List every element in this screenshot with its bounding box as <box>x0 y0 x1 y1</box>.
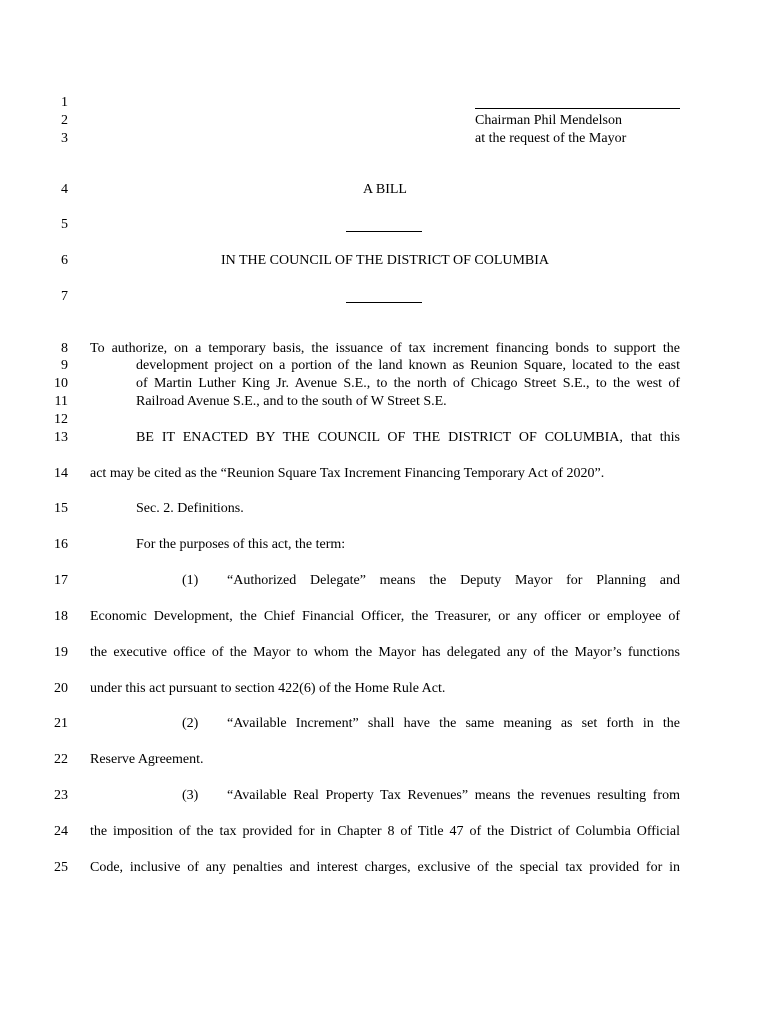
divider-line <box>346 231 422 232</box>
line-number: 7 <box>61 289 68 304</box>
definition-number: (3) <box>182 788 199 803</box>
line-number: 11 <box>54 394 68 409</box>
line-number: 21 <box>54 716 68 731</box>
introducer-name: Chairman Phil Mendelson <box>475 113 622 128</box>
line-number: 14 <box>54 466 68 481</box>
line-number: 4 <box>61 182 68 197</box>
divider-line <box>346 302 422 303</box>
line-number: 5 <box>61 217 68 232</box>
definition-text: the imposition of the tax provided for in Chapter 8 of Title 47 of the District of Columbia Official <box>90 824 680 839</box>
line-number: 10 <box>54 376 68 391</box>
line-number: 13 <box>54 430 68 445</box>
purpose-line: To authorize, on a temporary basis, the issuance of tax increment financing bonds to support the <box>90 341 680 356</box>
purpose-line: Railroad Avenue S.E., and to the south of W Street S.E. <box>136 394 447 409</box>
line-number: 6 <box>61 253 68 268</box>
line-number: 8 <box>61 341 68 356</box>
signature-line <box>475 108 680 109</box>
line-number: 22 <box>54 752 68 767</box>
line-number: 24 <box>54 824 68 839</box>
council-heading: IN THE COUNCIL OF THE DISTRICT OF COLUMBIA <box>220 253 550 268</box>
bill-title: A BILL <box>363 182 407 197</box>
line-number: 15 <box>54 501 68 516</box>
purpose-line: development project on a portion of the land known as Reunion Square, located to the east <box>136 358 680 373</box>
purpose-line: of Martin Luther King Jr. Avenue S.E., to the north of Chicago Street S.E., to the west of <box>136 376 680 391</box>
line-number: 17 <box>54 573 68 588</box>
line-number: 23 <box>54 788 68 803</box>
definition-text: “Available Real Property Tax Revenues” means the revenues resulting from <box>227 788 680 803</box>
line-number: 16 <box>54 537 68 552</box>
line-number: 2 <box>61 113 68 128</box>
definition-number: (2) <box>182 716 199 731</box>
definition-number: (1) <box>182 573 199 588</box>
enacting-clause-suffix: , that this <box>619 430 680 445</box>
introducer-request: at the request of the Mayor <box>475 131 627 146</box>
definition-text: “Available Increment” shall have the same meaning as set forth in the <box>227 716 680 731</box>
definition-text: Economic Development, the Chief Financial Officer, the Treasurer, or any officer or employee of <box>90 609 680 624</box>
enacting-clause <box>136 430 680 446</box>
definition-text: “Authorized Delegate” means the Deputy Mayor for Planning and <box>227 573 680 588</box>
line-number: 12 <box>54 412 68 427</box>
line-number: 20 <box>54 681 68 696</box>
definition-text: the executive office of the Mayor to whom the Mayor has delegated any of the Mayor’s functions <box>90 645 680 660</box>
line-number: 1 <box>61 95 68 110</box>
body-line: act may be cited as the “Reunion Square Tax Increment Financing Temporary Act of 2020”. <box>90 466 605 481</box>
definition-text: Reserve Agreement. <box>90 752 204 767</box>
line-number: 9 <box>61 358 68 373</box>
line-number: 19 <box>54 645 68 660</box>
line-number: 3 <box>61 131 68 146</box>
enacting-clause-prefix: BE IT ENACTED BY THE COUNCIL OF THE DISTRICT OF COLUMBIA <box>136 430 620 445</box>
body-line: For the purposes of this act, the term: <box>136 537 346 552</box>
definition-text: Code, inclusive of any penalties and interest charges, exclusive of the special tax provided for in <box>90 860 680 875</box>
section-heading: Sec. 2. Definitions. <box>136 501 244 516</box>
line-number: 18 <box>54 609 68 624</box>
definition-text: under this act pursuant to section 422(6) of the Home Rule Act. <box>90 681 446 696</box>
line-number: 25 <box>54 860 68 875</box>
